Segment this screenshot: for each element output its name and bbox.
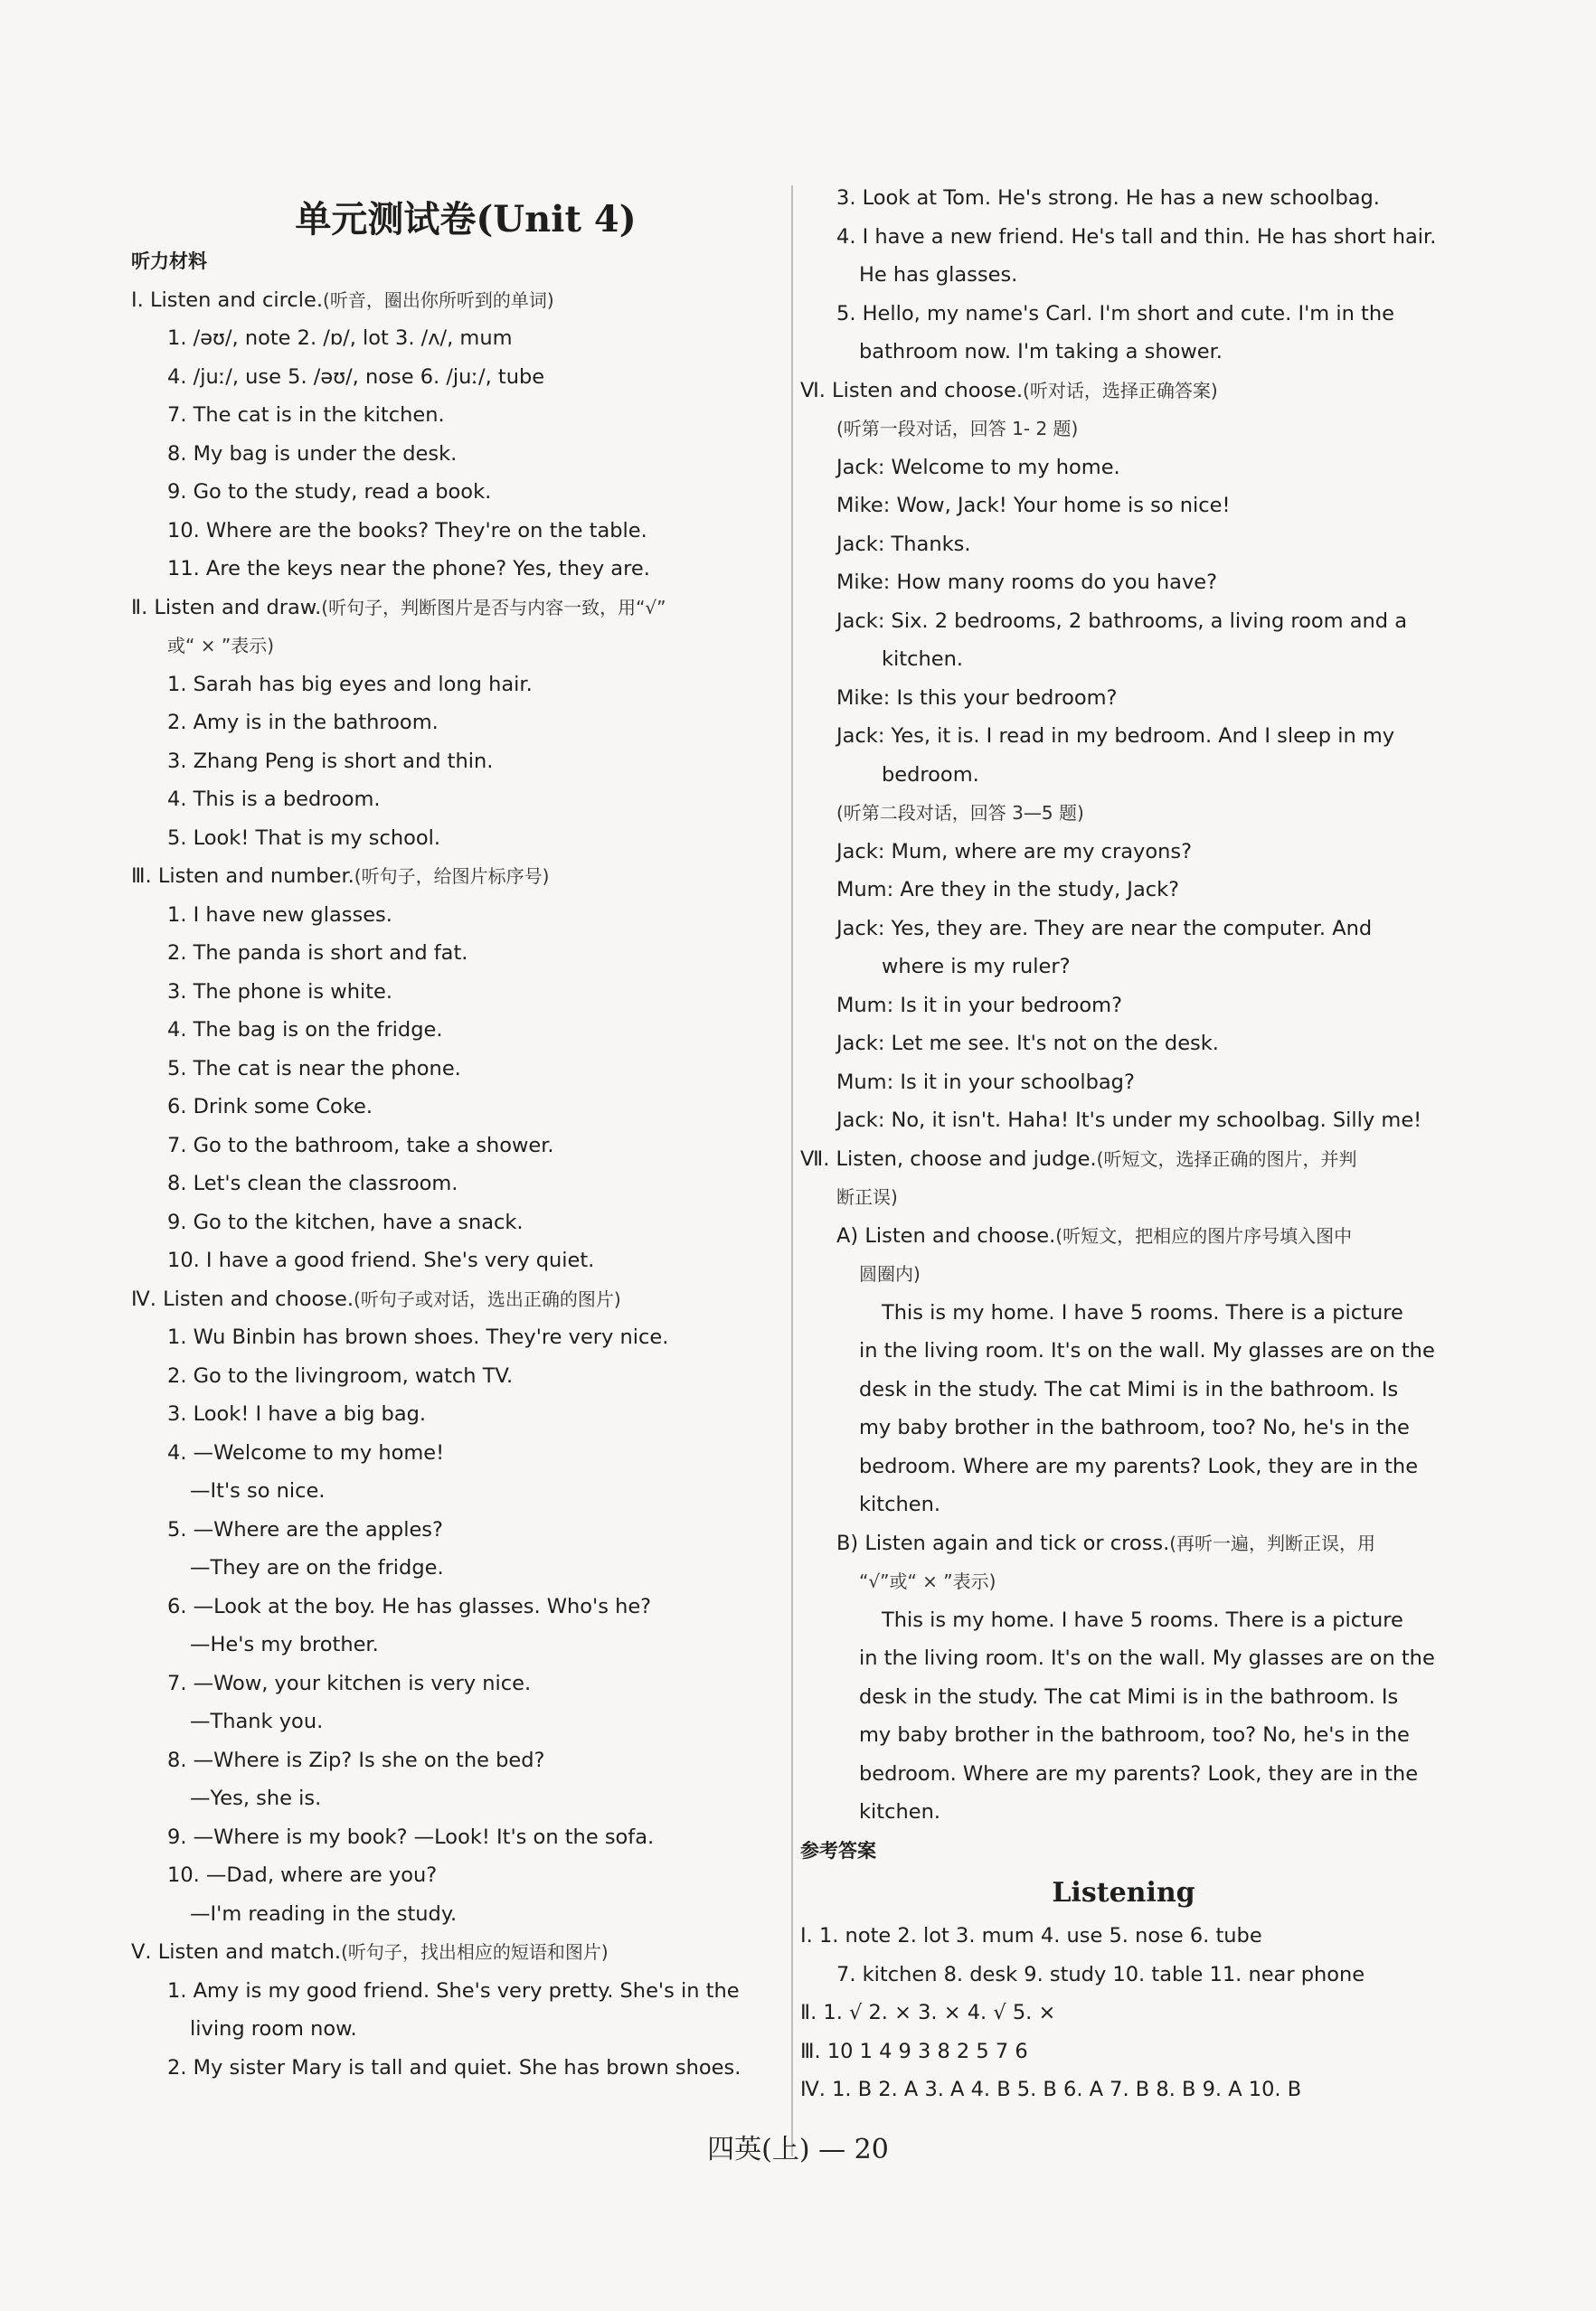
text-line: [800, 179, 1447, 218]
right-column: [800, 179, 1447, 2109]
line-text: —Yes, she is.: [190, 1787, 322, 1810]
line-text: —They are on the fridge.: [190, 1556, 444, 1580]
line-text: my baby brother in the bathroom, too? No, he's in the: [859, 1723, 1410, 1747]
line-text: 1. Amy is my good friend. She's very pretty. She's in the: [167, 1978, 740, 2003]
line-text: 2. Go to the livingroom, watch TV.: [167, 1363, 514, 1388]
left-column: [131, 179, 782, 2087]
text-line: [131, 1050, 782, 1089]
text-line: [131, 1318, 782, 1357]
text-line: [800, 717, 1447, 756]
text-line: [800, 218, 1447, 257]
line-instruction: (听短文，选择正确的图片，并判: [1096, 1147, 1357, 1170]
text-line: [800, 1716, 1447, 1755]
text-line: [131, 1357, 782, 1396]
text-line: [131, 242, 782, 281]
text-line: [131, 665, 782, 704]
text-line: [800, 910, 1447, 948]
text-line: [131, 973, 782, 1012]
text-line: [800, 1678, 1447, 1717]
line-text: 7. Go to the bathroom, take a shower.: [167, 1133, 554, 1157]
line-text: —I'm reading in the study.: [190, 1901, 458, 1926]
line-text: 9. Go to the kitchen, have a snack.: [167, 1210, 524, 1234]
text-line: [131, 1011, 782, 1050]
text-line: [800, 1332, 1447, 1371]
line-text: 11. Are the keys near the phone? Yes, they are.: [167, 557, 650, 580]
text-line: [800, 295, 1447, 334]
line-text: —Thank you.: [190, 1710, 324, 1733]
line-text: Jack: Let me see. It's not on the desk.: [836, 1032, 1219, 1055]
line-text: 5. The cat is near the phone.: [167, 1056, 461, 1080]
text-line: [800, 256, 1447, 295]
line-text: Jack: Mum, where are my crayons?: [836, 839, 1193, 863]
text-line: [800, 679, 1447, 718]
line-text: 6. —Look at the boy. He has glasses. Who's he?: [167, 1594, 652, 1618]
text-line: [800, 756, 1447, 795]
text-line: [800, 794, 1447, 833]
text-line: [800, 410, 1447, 448]
text-line: [131, 857, 782, 896]
text-line: [800, 486, 1447, 525]
line-instruction: “√”或“ × ”表示): [859, 1571, 996, 1592]
text-line: [131, 1127, 782, 1165]
line-text: B) Listen again and tick or cross.: [836, 1531, 1170, 1555]
line-text: This is my home. I have 5 rooms. There is a picture: [882, 1608, 1403, 1632]
text-line: [131, 1472, 782, 1511]
text-line: [800, 1562, 1447, 1601]
line-text: Jack: Yes, they are. They are near the computer. And: [836, 916, 1373, 940]
text-line: [131, 281, 782, 320]
line-text: my baby brother in the bathroom, too? No, he's in the: [859, 1416, 1410, 1439]
line-text: 10. —Dad, where are you?: [167, 1863, 438, 1887]
text-line: [131, 1933, 782, 1972]
line-text: Ⅰ. Listen and circle.: [131, 288, 324, 312]
text-line: [131, 1895, 782, 1934]
line-text: 10. I have a good friend. She's very quiet.: [167, 1249, 595, 1272]
line-text: 1. Wu Binbin has brown shoes. They're very nice.: [167, 1325, 669, 1349]
line-instruction: (听第二段对话，回答 3—5 题): [836, 802, 1084, 824]
line-instruction: 圆圈内): [859, 1263, 921, 1285]
text-line: [131, 1665, 782, 1703]
line-text: 8. Let's clean the classroom.: [167, 1172, 458, 1195]
text-line: [131, 896, 782, 935]
text-line: [131, 550, 782, 589]
line-text: 1. I have new glasses.: [167, 902, 392, 927]
line-text: 4. —Welcome to my home!: [167, 1440, 445, 1465]
line-text: Jack: Yes, it is. I read in my bedroom. And I sleep in my: [836, 724, 1395, 748]
line-text: 4. This is a bedroom.: [167, 788, 381, 811]
page-footer: 四英(上) — 20: [707, 2134, 889, 2165]
text-line: [131, 512, 782, 551]
text-line: [800, 1956, 1447, 1995]
line-instruction: (听句子或对话，选出正确的图片): [354, 1288, 621, 1310]
text-line: [800, 1063, 1447, 1102]
text-line: [131, 1549, 782, 1588]
text-line: [131, 589, 782, 627]
text-line: [800, 333, 1447, 372]
line-instruction: (听音，圈出你所听到的单词): [323, 288, 554, 311]
right-lines: [800, 179, 1447, 1870]
line-text: 3. Look at Tom. He's strong. He has a new schoolbag.: [836, 186, 1380, 210]
line-text: in the living room. It's on the wall. My glasses are on the: [859, 1339, 1435, 1363]
line-text: 10. Where are the books? They're on the table.: [167, 518, 647, 542]
text-line: [800, 1793, 1447, 1832]
line-text: where is my ruler?: [882, 955, 1071, 978]
line-text: in the living room. It's on the wall. My glasses are on the: [859, 1646, 1435, 1670]
line-instruction: (听对话，选择正确答案): [1023, 379, 1218, 401]
line-text: 3. Zhang Peng is short and thin.: [167, 749, 494, 773]
text-line: [131, 2049, 782, 2088]
left-lines: [131, 242, 782, 2087]
line-text: 听力材料: [131, 250, 207, 272]
text-line: [800, 1486, 1447, 1524]
line-instruction: (再听一遍，判断正误，用: [1169, 1532, 1376, 1554]
line-text: bedroom. Where are my parents? Look, they are in the: [859, 1454, 1419, 1478]
text-line: [800, 1217, 1447, 1256]
text-line: [131, 1241, 782, 1280]
text-line: [800, 1294, 1447, 1333]
text-line: [800, 1601, 1447, 1640]
text-line: [800, 1409, 1447, 1448]
line-instruction: (听句子，给图片标序号): [354, 865, 550, 887]
line-text: A) Listen and choose.: [836, 1223, 1056, 1248]
text-line: [131, 1818, 782, 1857]
text-line: [131, 2010, 782, 2049]
line-text: Ⅲ. Listen and number.: [131, 864, 354, 888]
line-text: 3. Look! I have a big bag.: [167, 1402, 427, 1426]
text-line: [131, 1856, 782, 1895]
text-line: [800, 1101, 1447, 1140]
line-text: Jack: Six. 2 bedrooms, 2 bathrooms, a living room and a: [836, 608, 1407, 633]
line-text: 5. Hello, my name's Carl. I'm short and cute. I'm in the: [836, 301, 1394, 325]
text-line: [800, 1371, 1447, 1410]
line-instruction: 或“ × ”表示): [167, 635, 274, 656]
text-line: [131, 358, 782, 397]
text-line: [131, 396, 782, 435]
text-line: [131, 627, 782, 665]
line-text: living room now.: [190, 2017, 357, 2041]
page-title: 单元测试卷(Unit 4): [295, 198, 637, 241]
line-text: Mike: How many rooms do you have?: [836, 571, 1218, 594]
line-text: 8. My bag is under the desk.: [167, 441, 458, 466]
text-line: [800, 1178, 1447, 1217]
line-text: kitchen.: [882, 647, 963, 671]
text-line: [800, 1024, 1447, 1063]
text-line: [800, 2033, 1447, 2071]
text-line: [800, 1140, 1447, 1179]
text-line: [800, 1524, 1447, 1563]
text-line: [131, 819, 782, 858]
line-text: 7. The cat is in the kitchen.: [167, 403, 445, 427]
text-line: [131, 1203, 782, 1242]
text-line: [800, 948, 1447, 986]
line-instruction: (听短文，把相应的图片序号填入图中: [1055, 1224, 1353, 1247]
text-line: [800, 1994, 1447, 2033]
line-text: 2. The panda is short and fat.: [167, 941, 468, 965]
text-line: [800, 986, 1447, 1025]
text-line: [800, 2070, 1447, 2109]
line-text: 2. Amy is in the bathroom.: [167, 711, 439, 734]
line-text: 7. —Wow, your kitchen is very nice.: [167, 1671, 532, 1695]
line-text: 2. My sister Mary is tall and quiet. She has brown shoes.: [167, 2055, 741, 2080]
text-line: [131, 435, 782, 474]
column-divider: [791, 185, 793, 2156]
text-line: [800, 372, 1447, 410]
line-text: 7. kitchen 8. desk 9. study 10. table 11. near phone: [836, 1962, 1365, 1986]
text-line: [131, 1434, 782, 1473]
text-line: [800, 448, 1447, 487]
line-text: kitchen.: [859, 1493, 940, 1516]
line-text: Ⅲ. 10 1 4 9 3 8 2 5 7 6: [800, 2039, 1028, 2063]
text-line: [800, 1755, 1447, 1794]
line-text: Mum: Is it in your bedroom?: [836, 993, 1123, 1017]
line-text: 1. /əʊ/, note 2. /ɒ/, lot 3. /ʌ/, mum: [167, 326, 513, 350]
text-line: [800, 1255, 1447, 1294]
text-line: [800, 1639, 1447, 1678]
text-line: [131, 473, 782, 512]
answers-title: Listening: [1052, 1877, 1195, 1909]
line-instruction: (听第一段对话，回答 1- 2 题): [836, 418, 1079, 439]
line-text: Ⅱ. Listen and draw.: [131, 595, 322, 619]
line-text: 4. The bag is on the fridge.: [167, 1018, 443, 1042]
text-line: [131, 319, 782, 358]
line-text: He has glasses.: [859, 263, 1018, 287]
line-text: Ⅱ. 1. √ 2. × 3. × 4. √ 5. ×: [800, 2001, 1056, 2024]
text-line: [800, 1832, 1447, 1871]
line-text: Ⅳ. Listen and choose.: [131, 1287, 354, 1311]
line-text: Mum: Are they in the study, Jack?: [836, 878, 1180, 901]
line-text: Mike: Wow, Jack! Your home is so nice!: [836, 494, 1231, 517]
line-text: desk in the study. The cat Mimi is in the bathroom. Is: [859, 1684, 1399, 1709]
answer-lines: [800, 1917, 1447, 2109]
text-line: [131, 742, 782, 781]
line-text: 9. Go to the study, read a book.: [167, 480, 492, 504]
text-line: [131, 703, 782, 742]
line-text: This is my home. I have 5 rooms. There is a picture: [882, 1300, 1403, 1325]
line-text: kitchen.: [859, 1800, 940, 1824]
line-text: 9. —Where is my book? —Look! It's on the sofa.: [167, 1825, 655, 1849]
line-text: desk in the study. The cat Mimi is in the bathroom. Is: [859, 1377, 1399, 1401]
line-text: bedroom.: [882, 762, 979, 787]
line-text: Ⅰ. 1. note 2. lot 3. mum 4. use 5. nose 6. tube: [800, 1924, 1262, 1948]
text-line: [131, 1779, 782, 1818]
text-line: [800, 563, 1447, 602]
line-text: Jack: No, it isn't. Haha! It's under my schoolbag. Silly me!: [836, 1108, 1422, 1132]
line-instruction: (听句子，找出相应的短语和图片): [341, 1941, 609, 1963]
line-text: Ⅴ. Listen and match.: [131, 1940, 342, 1964]
line-text: 1. Sarah has big eyes and long hair.: [167, 672, 533, 696]
text-line: [131, 1703, 782, 1741]
text-line: [800, 833, 1447, 872]
line-text: 4. I have a new friend. He's tall and thin. He has short hair.: [836, 224, 1437, 249]
line-text: —He's my brother.: [190, 1633, 379, 1656]
line-text: bathroom now. I'm taking a shower.: [859, 340, 1223, 363]
line-instruction: 断正误): [836, 1186, 898, 1208]
text-line: [131, 1511, 782, 1550]
text-line: [131, 1972, 782, 2011]
line-text: 5. —Where are the apples?: [167, 1517, 443, 1542]
text-line: [800, 640, 1447, 679]
text-line: [131, 1088, 782, 1127]
line-text: Mum: Is it in your schoolbag?: [836, 1070, 1135, 1094]
text-line: [800, 1448, 1447, 1486]
text-line: [800, 871, 1447, 910]
text-line: [131, 934, 782, 973]
line-text: 8. —Where is Zip? Is she on the bed?: [167, 1748, 545, 1772]
line-text: —It's so nice.: [190, 1479, 326, 1503]
text-line: [131, 1165, 782, 1203]
line-text: Jack: Welcome to my home.: [836, 455, 1120, 479]
line-text: 6. Drink some Coke.: [167, 1095, 373, 1118]
line-text: 4. /juː/, use 5. /əʊ/, nose 6. /juː/, tube: [167, 364, 545, 389]
text-line: [131, 780, 782, 819]
text-line: [131, 1395, 782, 1434]
text-line: [800, 1917, 1447, 1956]
text-line: [131, 1626, 782, 1665]
text-line: [800, 602, 1447, 641]
line-text: Ⅳ. 1. B 2. A 3. A 4. B 5. B 6. A 7. B 8. B 9. A 10. B: [800, 2078, 1302, 2101]
line-text: Jack: Thanks.: [836, 532, 971, 556]
text-line: [131, 1588, 782, 1627]
text-line: [131, 1280, 782, 1319]
line-text: Ⅶ. Listen, choose and judge.: [800, 1146, 1097, 1171]
line-text: bedroom. Where are my parents? Look, they are in the: [859, 1761, 1419, 1786]
line-text: Mike: Is this your bedroom?: [836, 685, 1118, 710]
line-text: Ⅵ. Listen and choose.: [800, 378, 1024, 402]
line-instruction: (听句子，判断图片是否与内容一致，用“√”: [321, 596, 666, 618]
text-line: [800, 525, 1447, 564]
line-text: 5. Look! That is my school.: [167, 825, 441, 850]
line-text: 参考答案: [800, 1839, 876, 1862]
line-text: 3. The phone is white.: [167, 979, 393, 1004]
text-line: [131, 1741, 782, 1780]
